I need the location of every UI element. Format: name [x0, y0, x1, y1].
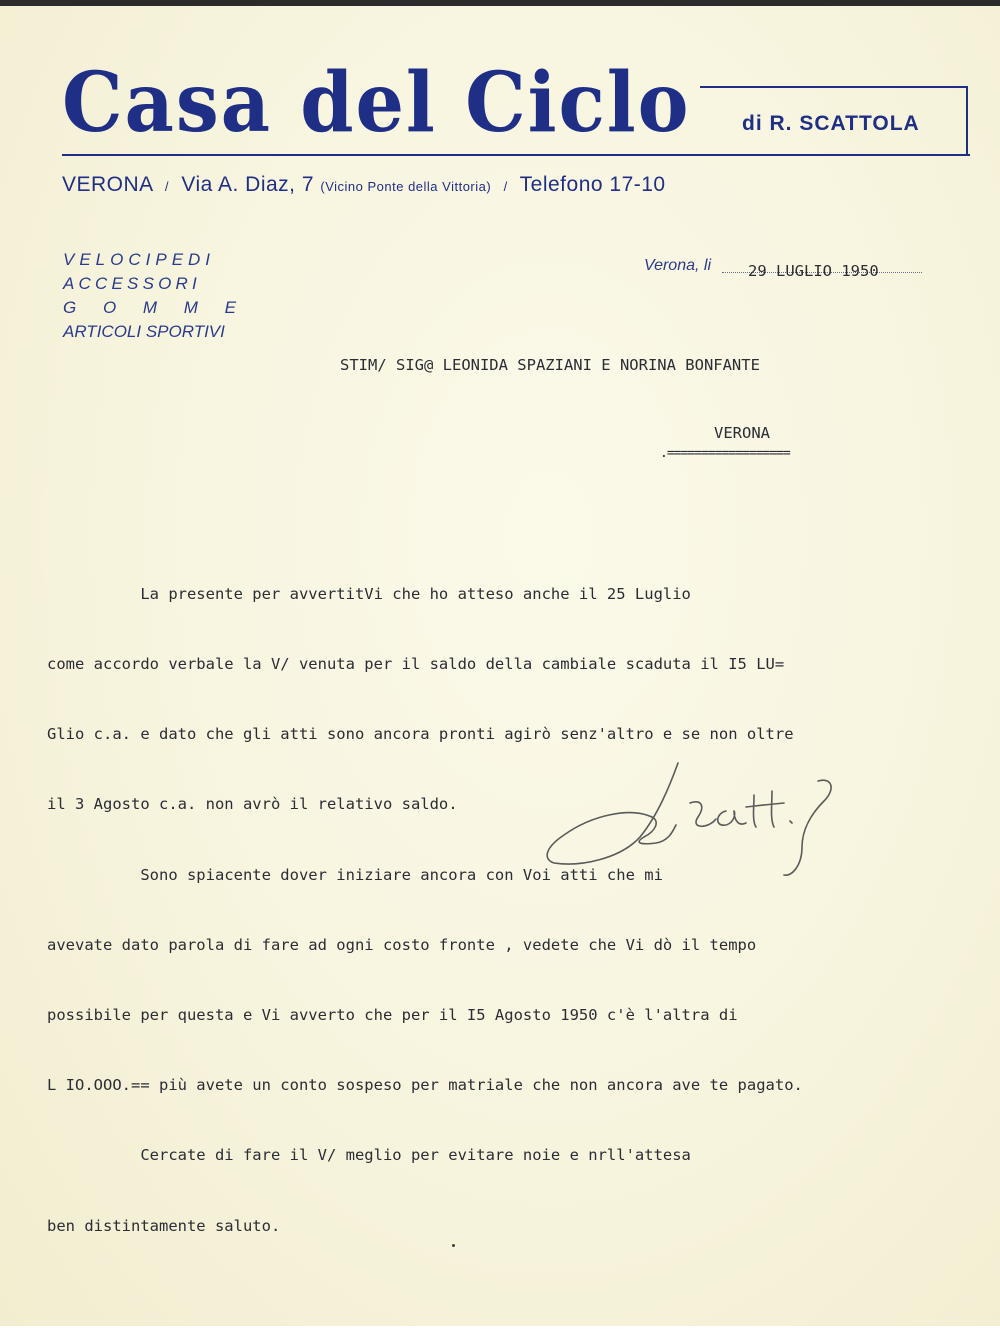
recipient-city: VERONA [714, 424, 770, 442]
ink-speck [452, 1244, 455, 1247]
body-line: il 3 Agosto c.a. non avrò il relativo saldo. [47, 795, 458, 814]
address-separator-2: / [503, 179, 508, 194]
recipient-city-underline: .================== [660, 446, 790, 461]
body-line: L IO.OOO.== più avete un conto sospeso per matriale che non ancora ave te pagato. [47, 1076, 803, 1095]
address-street: Via A. Diaz, 7 [181, 173, 315, 196]
recipient: STIM/ SIG@ LEONIDA SPAZIANI E NORINA BONFANTE [340, 356, 760, 374]
body-line: Sono spiacente dover iniziare ancora con Voi atti che mi [47, 865, 663, 884]
goods-item-gomme: G O M M E [63, 298, 236, 317]
address-landmark: (Vicino Ponte della Vittoria) [320, 179, 492, 194]
address-phone: Telefono 17-10 [519, 173, 666, 196]
scan-top-edge [0, 0, 1000, 6]
handwritten-signature [540, 755, 840, 880]
header-rule [62, 154, 970, 156]
owner-name: di R. SCATTOLA [742, 112, 920, 135]
goods-list [63, 248, 236, 344]
body-line: Glio c.a. e dato che gli atti sono ancora pronti agirò senz'altro e se non oltre [47, 725, 794, 744]
body-line: Cercate di fare il V/ meglio per evitare noie e nrll'attesa [47, 1146, 691, 1165]
scan-bottom-edge [0, 1326, 1000, 1338]
goods-item: VELOCIPEDI [63, 250, 216, 269]
goods-item: ACCESSORI [63, 274, 201, 293]
goods-item: ARTICOLI SPORTIVI [63, 322, 225, 341]
letter-body [47, 536, 803, 1261]
date-label: Verona, li [644, 257, 711, 274]
body-line: ben distintamente saluto. [47, 1216, 281, 1235]
body-line: come accordo verbale la V/ venuta per il saldo della cambiale scaduta il I5 LU= [47, 655, 785, 674]
company-name: Casa del Ciclo [62, 55, 691, 151]
address-city: VERONA [62, 173, 153, 196]
address-separator: / [164, 179, 169, 194]
date-value: 29 LUGLIO 1950 [748, 262, 879, 280]
body-line: possibile per questa e Vi avverto che per il I5 Agosto 1950 c'è l'altra di [47, 1006, 738, 1025]
body-line: avevate dato parola di fare ad ogni costo fronte , vedete che Vi dò il tempo [47, 935, 757, 954]
body-line: La presente per avvertitVi che ho atteso anche il 25 Luglio [47, 584, 691, 603]
address-line [62, 173, 666, 197]
